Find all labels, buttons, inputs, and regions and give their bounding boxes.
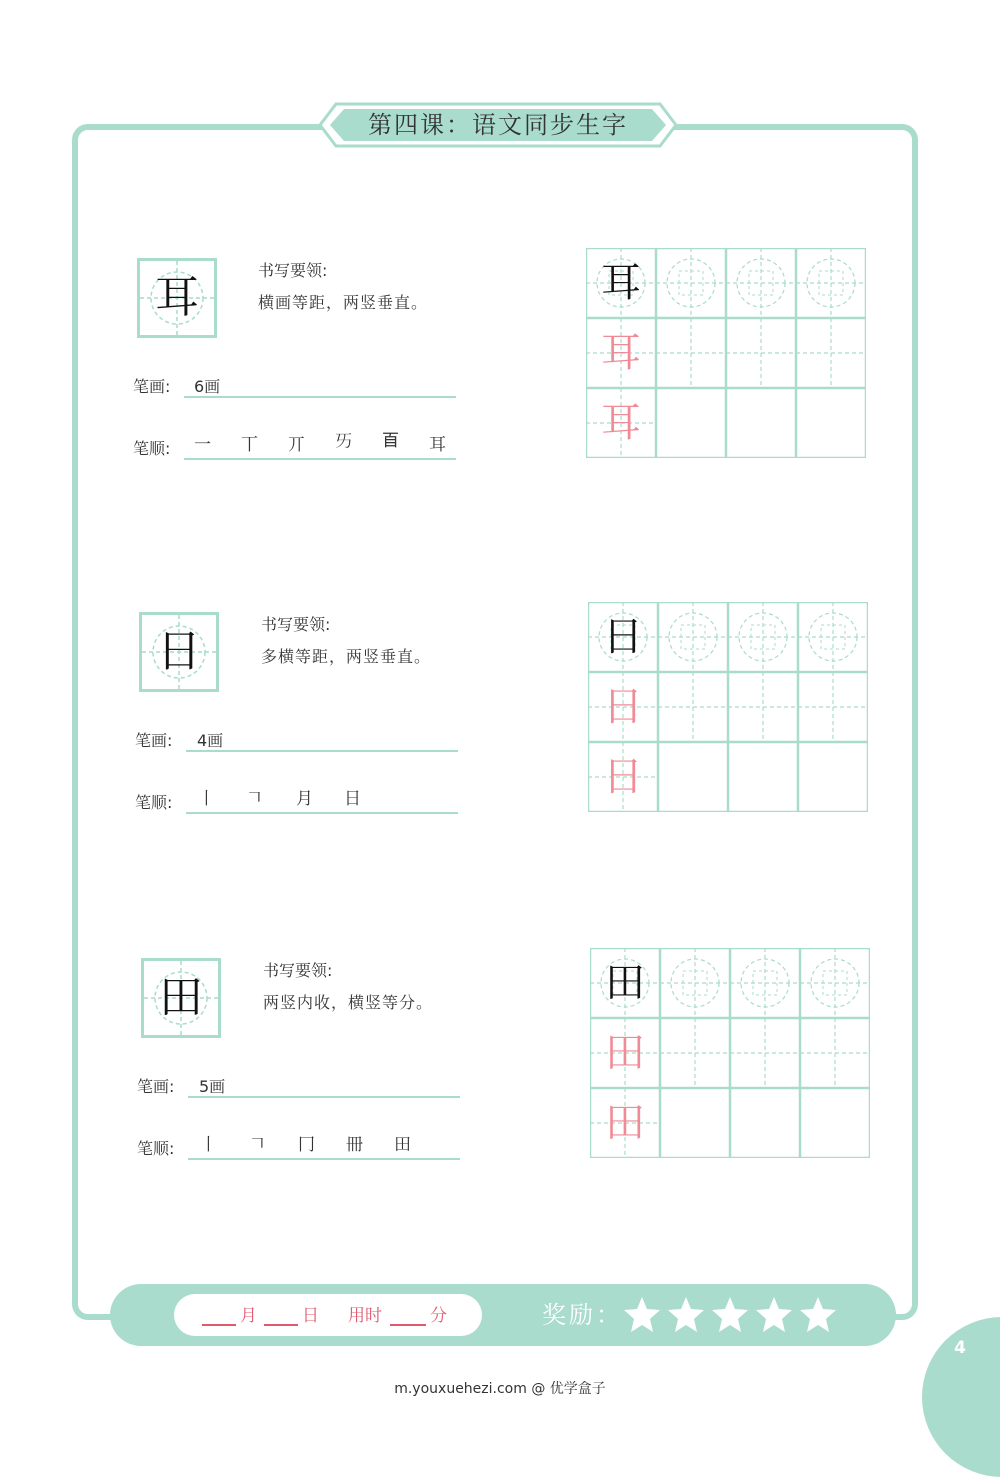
stroke-step-1: 丨: [200, 1135, 217, 1155]
trace-char: 耳: [601, 400, 641, 446]
stroke-step-1: 丨: [198, 789, 215, 809]
underline: [186, 812, 458, 814]
trace-char: 日: [603, 684, 643, 730]
underline: [188, 1158, 460, 1160]
reward-label: 奖励：: [542, 1301, 623, 1329]
stroke-step-4: 日: [344, 789, 361, 809]
underline: [184, 458, 456, 460]
star-icon[interactable]: [710, 1294, 750, 1334]
char-section-3: [0, 940, 1000, 1180]
stroke-step-3: 月: [296, 789, 313, 809]
tips-text: 多横等距，两竖垂直。: [261, 647, 432, 666]
tips-label: 书写要领:: [261, 615, 331, 634]
stroke-step-1: 一: [194, 435, 211, 455]
stroke-count: 6画: [194, 377, 221, 396]
date-time-pill: [174, 1294, 482, 1336]
char-box: [137, 258, 217, 338]
stroke-step-6: 耳: [429, 435, 446, 455]
month-blank[interactable]: [202, 1324, 236, 1326]
char-section-2: [0, 594, 1000, 834]
stroke-step-3: 丌: [288, 435, 305, 455]
stroke-count: 5画: [199, 1077, 226, 1096]
star-icon[interactable]: [798, 1294, 838, 1334]
underline: [188, 1096, 460, 1098]
stroke-count: 4画: [197, 731, 224, 750]
stroke-step-2: 𠃍: [246, 789, 263, 809]
practice-grid: [588, 602, 868, 812]
strokes-label: 笔画:: [137, 1077, 175, 1096]
lesson-title: 第四课：语文同步生字: [368, 111, 628, 139]
char-box: [141, 958, 221, 1038]
char-glyph: 田: [159, 972, 203, 1023]
practice-grid: [586, 248, 866, 458]
trace-char: 田: [605, 1030, 645, 1076]
stroke-step-4: 冊: [346, 1135, 363, 1155]
stroke-step-2: 丅: [241, 435, 258, 455]
underline: [184, 396, 456, 398]
star-icon[interactable]: [622, 1294, 662, 1334]
footer-bar: [110, 1284, 896, 1346]
strokes-label: 笔画:: [133, 377, 171, 396]
model-char: 耳: [601, 260, 641, 306]
tips-label: 书写要领:: [263, 961, 333, 980]
time-used-label: 用时: [348, 1306, 382, 1326]
order-label: 笔顺:: [137, 1139, 175, 1158]
stroke-step-5: 田: [394, 1135, 411, 1155]
star-icon[interactable]: [754, 1294, 794, 1334]
day-label: 日: [302, 1306, 319, 1326]
minutes-label: 分: [430, 1306, 447, 1326]
trace-char: 日: [603, 754, 643, 800]
minutes-blank[interactable]: [390, 1324, 426, 1326]
month-label: 月: [240, 1306, 257, 1326]
tips-text: 横画等距，两竖垂直。: [258, 293, 429, 312]
char-section-1: [0, 240, 1000, 480]
strokes-label: 笔画:: [135, 731, 173, 750]
trace-char: 田: [605, 1100, 645, 1146]
stroke-step-5: 𦣻: [382, 431, 399, 451]
underline: [186, 750, 458, 752]
order-label: 笔顺:: [133, 439, 171, 458]
page-number: 4: [954, 1338, 966, 1358]
practice-grid: [590, 948, 870, 1158]
lesson-title-banner: [318, 102, 678, 148]
char-glyph: 耳: [155, 272, 199, 323]
char-glyph: 日: [157, 626, 201, 677]
order-label: 笔顺:: [135, 793, 173, 812]
day-blank[interactable]: [264, 1324, 298, 1326]
model-char: 田: [605, 960, 645, 1006]
model-char: 日: [603, 614, 643, 660]
tips-text: 两竖内收，横竖等分。: [263, 993, 434, 1012]
char-box: [139, 612, 219, 692]
stroke-step-4: 𠀅: [335, 432, 352, 452]
site-credit: m.youxuehezi.com @ 优学盒子: [394, 1381, 606, 1397]
trace-char: 耳: [601, 330, 641, 376]
stroke-step-3: 冂: [298, 1135, 315, 1155]
stroke-step-2: 𠃍: [249, 1135, 266, 1155]
tips-label: 书写要领:: [258, 261, 328, 280]
star-icon[interactable]: [666, 1294, 706, 1334]
